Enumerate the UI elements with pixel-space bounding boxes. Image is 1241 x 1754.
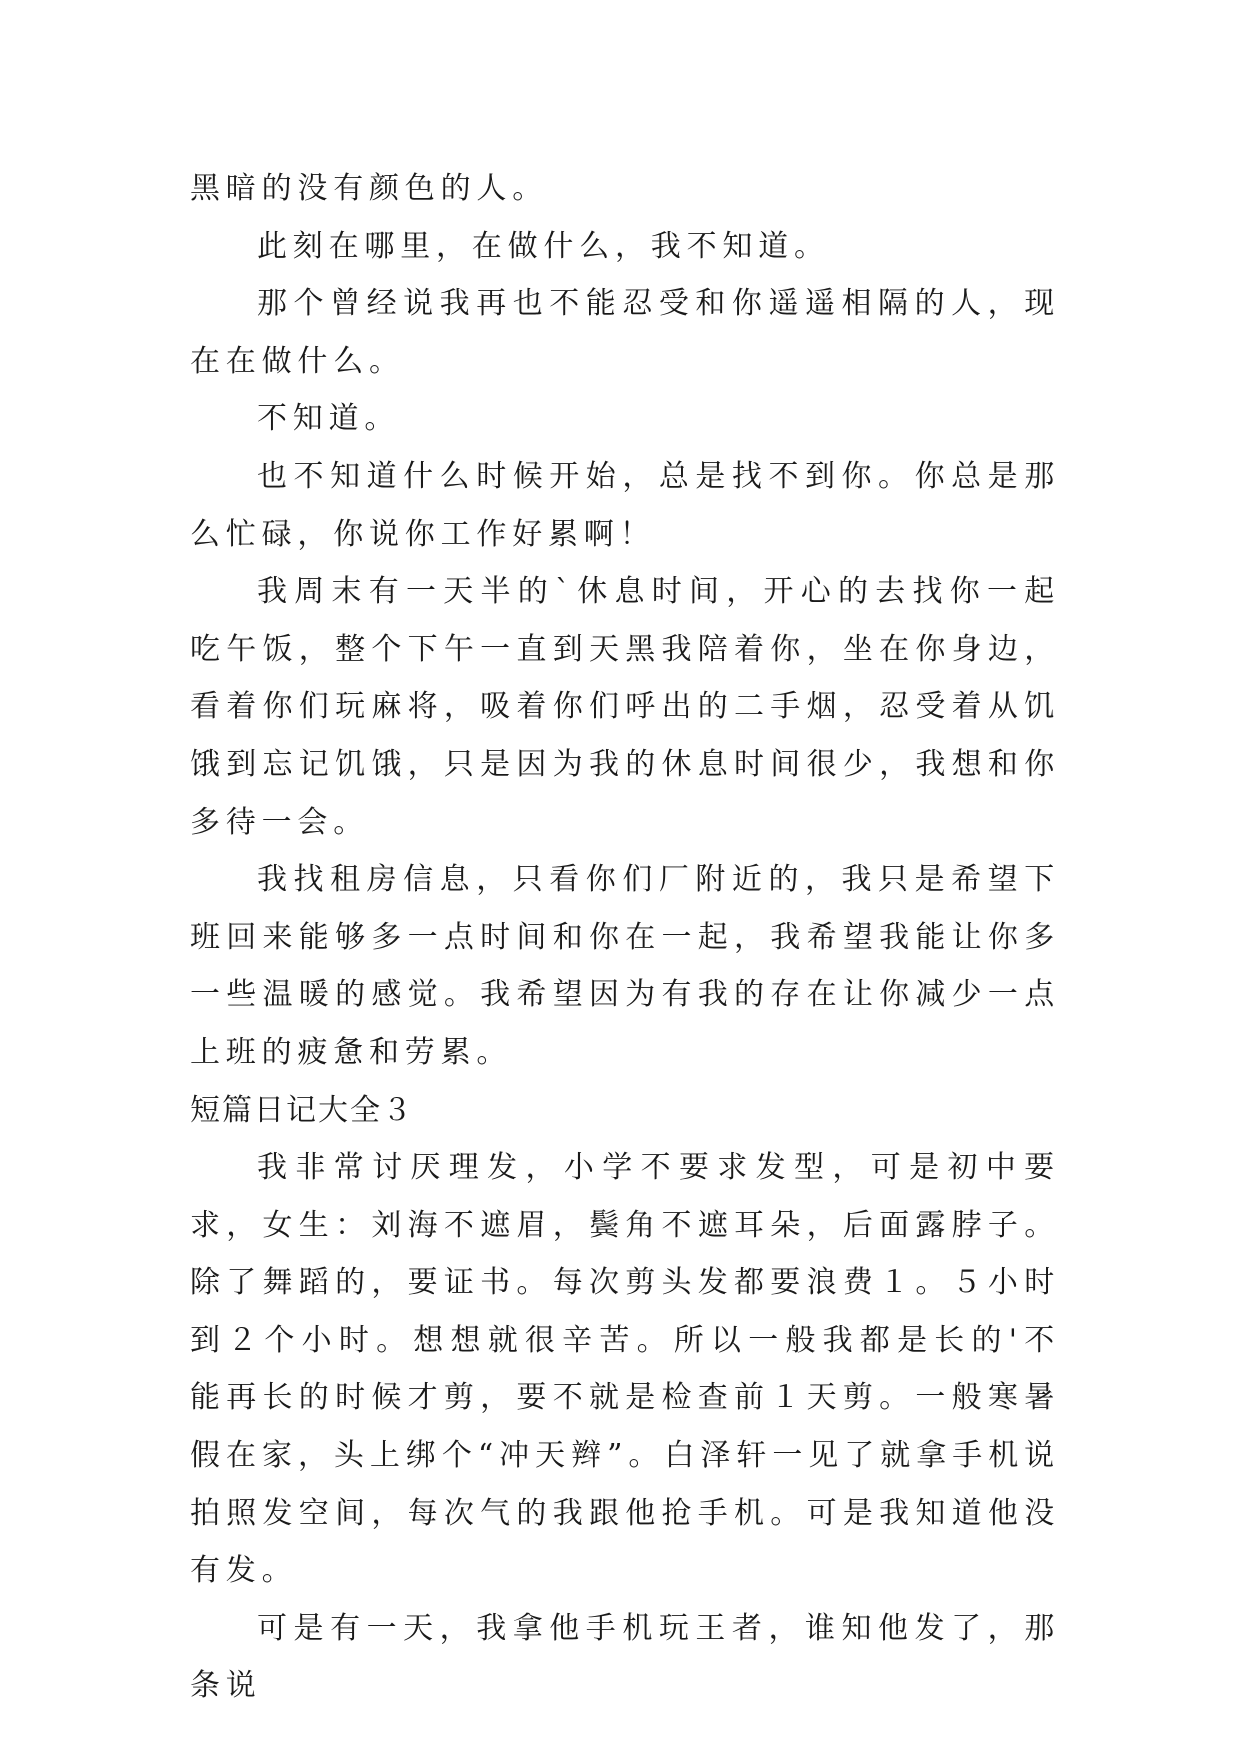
paragraph: 此刻在哪里，在做什么，我不知道。 xyxy=(257,228,830,264)
paragraph: 我非常讨厌理发，小学不要求发型，可是初中要求，女生：刘海不遮眉，鬓角不遮耳朵，后面露脖子。除了舞蹈的，要证书。每次剪头发都要浪费１。５小时到２个小时。想想就很辛苦。所以一般我都是长的'不能再长的时候才剪，要不就是检查前１天剪。一般寒暑假在家，头上绑个“冲天辫”。白泽轩一见了就拿手机说拍照发空间，每次气的我跟他抢手机。可是我知道他没有发。 xyxy=(190,1150,1060,1589)
section-heading: 短篇日记大全３ xyxy=(190,1092,414,1128)
paragraph: 不知道。 xyxy=(257,401,401,437)
paragraph: 黑暗的没有颜色的人。 xyxy=(190,171,548,206)
paragraph: 可是有一天，我拿他手机玩王者，谁知他发了，那条说 xyxy=(190,1610,1060,1704)
paragraph: 我周末有一天半的`休息时间，开心的去找你一起吃午饭，整个下午一直到天黑我陪着你，坐在你身边，看着你们玩麻将，吸着你们呼出的二手烟，忍受着从饥饿到忘记饥饿，只是因为我的休息时间很少，我想和你多待一会。 xyxy=(190,574,1060,840)
paragraph: 也不知道什么时候开始，总是找不到你。你总是那么忙碌，你说你工作好累啊！ xyxy=(190,458,1060,552)
paragraph: 我找租房信息，只看你们厂附近的，我只是希望下班回来能够多一点时间和你在一起，我希望我能让你多一些温暖的感觉。我希望因为有我的存在让你减少一点上班的疲惫和劳累。 xyxy=(190,862,1060,1070)
body-text xyxy=(190,160,1060,1715)
paragraph: 那个曾经说我再也不能忍受和你遥遥相隔的人，现在在做什么。 xyxy=(190,286,1060,379)
